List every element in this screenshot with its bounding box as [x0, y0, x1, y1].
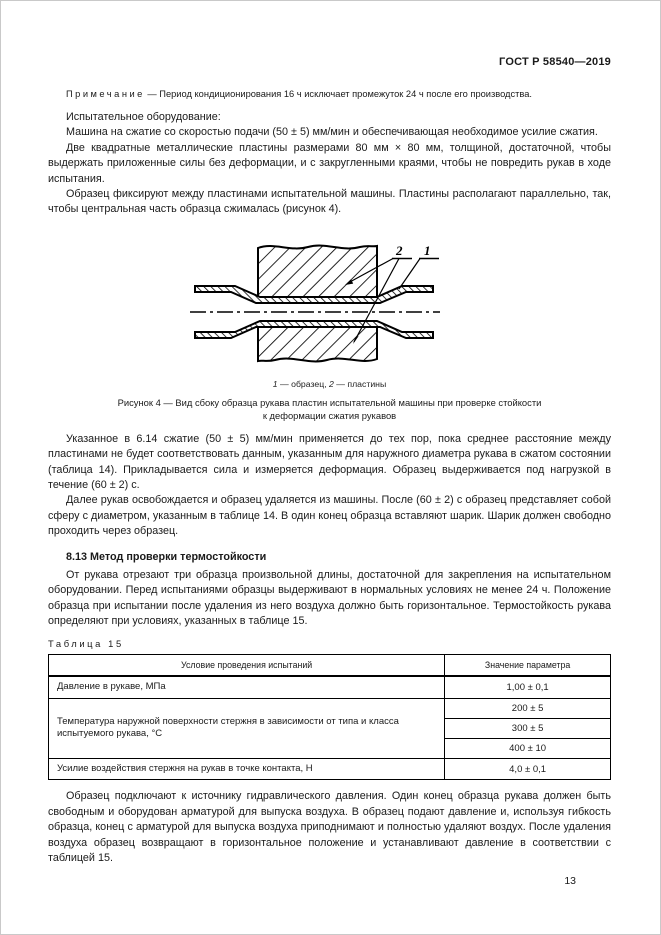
- table-row-force: [49, 758, 611, 780]
- paragraph-final: Образец подключают к источнику гидравлического давления. Один конец образца рукава должен быть свободным и оборудован арматурой для выпуска воздуха. В образец подают давление и, используя гибкость образца, конец с арматурой для выпуска воздуха приподнимают и полностью удаляют воздух. После удаления воздуха образец возвращают в горизонтальное положение и устанавливают давление в соответствии с таблицей 15.: [48, 790, 611, 864]
- paragraph-equipment-intro: Испытательное оборудование:: [66, 111, 221, 123]
- cell-force-name: Усилие воздействия стержня на рукав в точке контакта, Н: [49, 758, 445, 780]
- page-number: 13: [564, 875, 576, 888]
- section-heading-8-13: 8.13 Метод проверки термостойкости: [66, 550, 267, 563]
- legend-text-2: — пластины: [333, 378, 387, 389]
- figure-callout-2: 2: [395, 242, 402, 258]
- legend-num-2: 2: [329, 378, 334, 389]
- page-content: [1, 56, 660, 887]
- document-code-header: ГОСТ Р 58540—2019: [499, 56, 611, 68]
- legend-text-1: — образец,: [277, 378, 330, 389]
- cell-temperature-name: Температура наружной поверхности стержня в зависимости от типа и класса испытуемого рукава, °С: [49, 698, 445, 758]
- paragraph-plates: Две квадратные металлические пластины размерами 80 мм × 80 мм, толщиной, достаточной, чтобы выдержать приложенные силы без деформации, и с закругленными краями, чтобы не повредить рукав в ходе испытания.: [48, 141, 611, 185]
- note-paragraph: [48, 88, 611, 101]
- table-row-pressure: [49, 676, 611, 698]
- upper-plate: [258, 245, 377, 296]
- figure-caption-line1: Рисунок 4 — Вид сбоку образца рукава пластин испытательной машины при проверке стойкости: [117, 396, 542, 408]
- note-text: — Период кондиционирования 16 ч исключает промежуток 24 ч после его производства.: [147, 89, 532, 99]
- table-header-conditions: Условие проведения испытаний: [49, 655, 445, 677]
- figure-4: [48, 238, 611, 373]
- figure-caption-line2: к деформации сжатия рукавов: [262, 410, 397, 422]
- legend-num-1: 1: [272, 378, 278, 389]
- table-header-value: Значение параметра: [445, 655, 611, 677]
- table-row-temperature-1: [49, 698, 611, 718]
- table-15-label: Таблица 15: [48, 638, 124, 650]
- cell-temperature-value-3: 400 ± 10: [445, 738, 611, 758]
- cell-temperature-value-2: 300 ± 5: [445, 718, 611, 738]
- paragraph-fixing: Образец фиксируют между пластинами испытательной машины. Пластины располагают параллельно, так, чтобы центральная часть образца сжималась (рисунок 4).: [48, 188, 611, 216]
- cell-force-value: 4,0 ± 0,1: [445, 758, 611, 780]
- paragraph-release: Далее рукав освобождается и образец удаляется из машины. После (60 ± 2) с образец представляет собой сферу с диаметром, указанным в таблице 14. В один конец образца вставляют шарик. Шарик должен свободно проходить через образец.: [48, 494, 611, 538]
- figure-legend: [48, 379, 611, 389]
- paragraph-compression: Указанное в 6.14 сжатие (50 ± 5) мм/мин применяется до тех пор, пока среднее расстояние между пластинами не будет соответствовать данным, указанным для наружного диаметра рукава в сжатом состоянии (таблица 14). Прикладывается сила и измеряется деформация. Образец выдерживается под нагрузкой в течение (60 ± 2) с.: [48, 432, 611, 492]
- figure-callout-1: 1: [423, 242, 430, 258]
- cell-pressure-value: 1,00 ± 0,1: [445, 676, 611, 698]
- paragraph-machine: Машина на сжатие со скоростью подачи (50 ± 5) мм/мин и обеспечивающая необходимое усилие сжатия.: [66, 126, 598, 139]
- table-15: [48, 654, 611, 780]
- callout-1-leader: [399, 258, 420, 289]
- table-header-row: [49, 655, 611, 677]
- cell-temperature-value-1: 200 ± 5: [445, 698, 611, 718]
- cell-pressure-name: Давление в рукаве, МПа: [49, 676, 445, 698]
- paragraph-thermal-prep: От рукава отрезают три образца произвольной длины, достаточной для закрепления на испытательном оборудовании. Перед испытаниями образцы выдерживают в нормальных условиях не менее 24 ч. Положение образца при испытании после удаления из него воздуха должно быть горизонтальное. Термостойкость рукава определяют при условиях, указанных в таблице 15.: [48, 568, 611, 627]
- note-label: Примечание: [66, 89, 145, 99]
- figure-4-drawing: [190, 238, 470, 368]
- figure-caption: [48, 396, 611, 423]
